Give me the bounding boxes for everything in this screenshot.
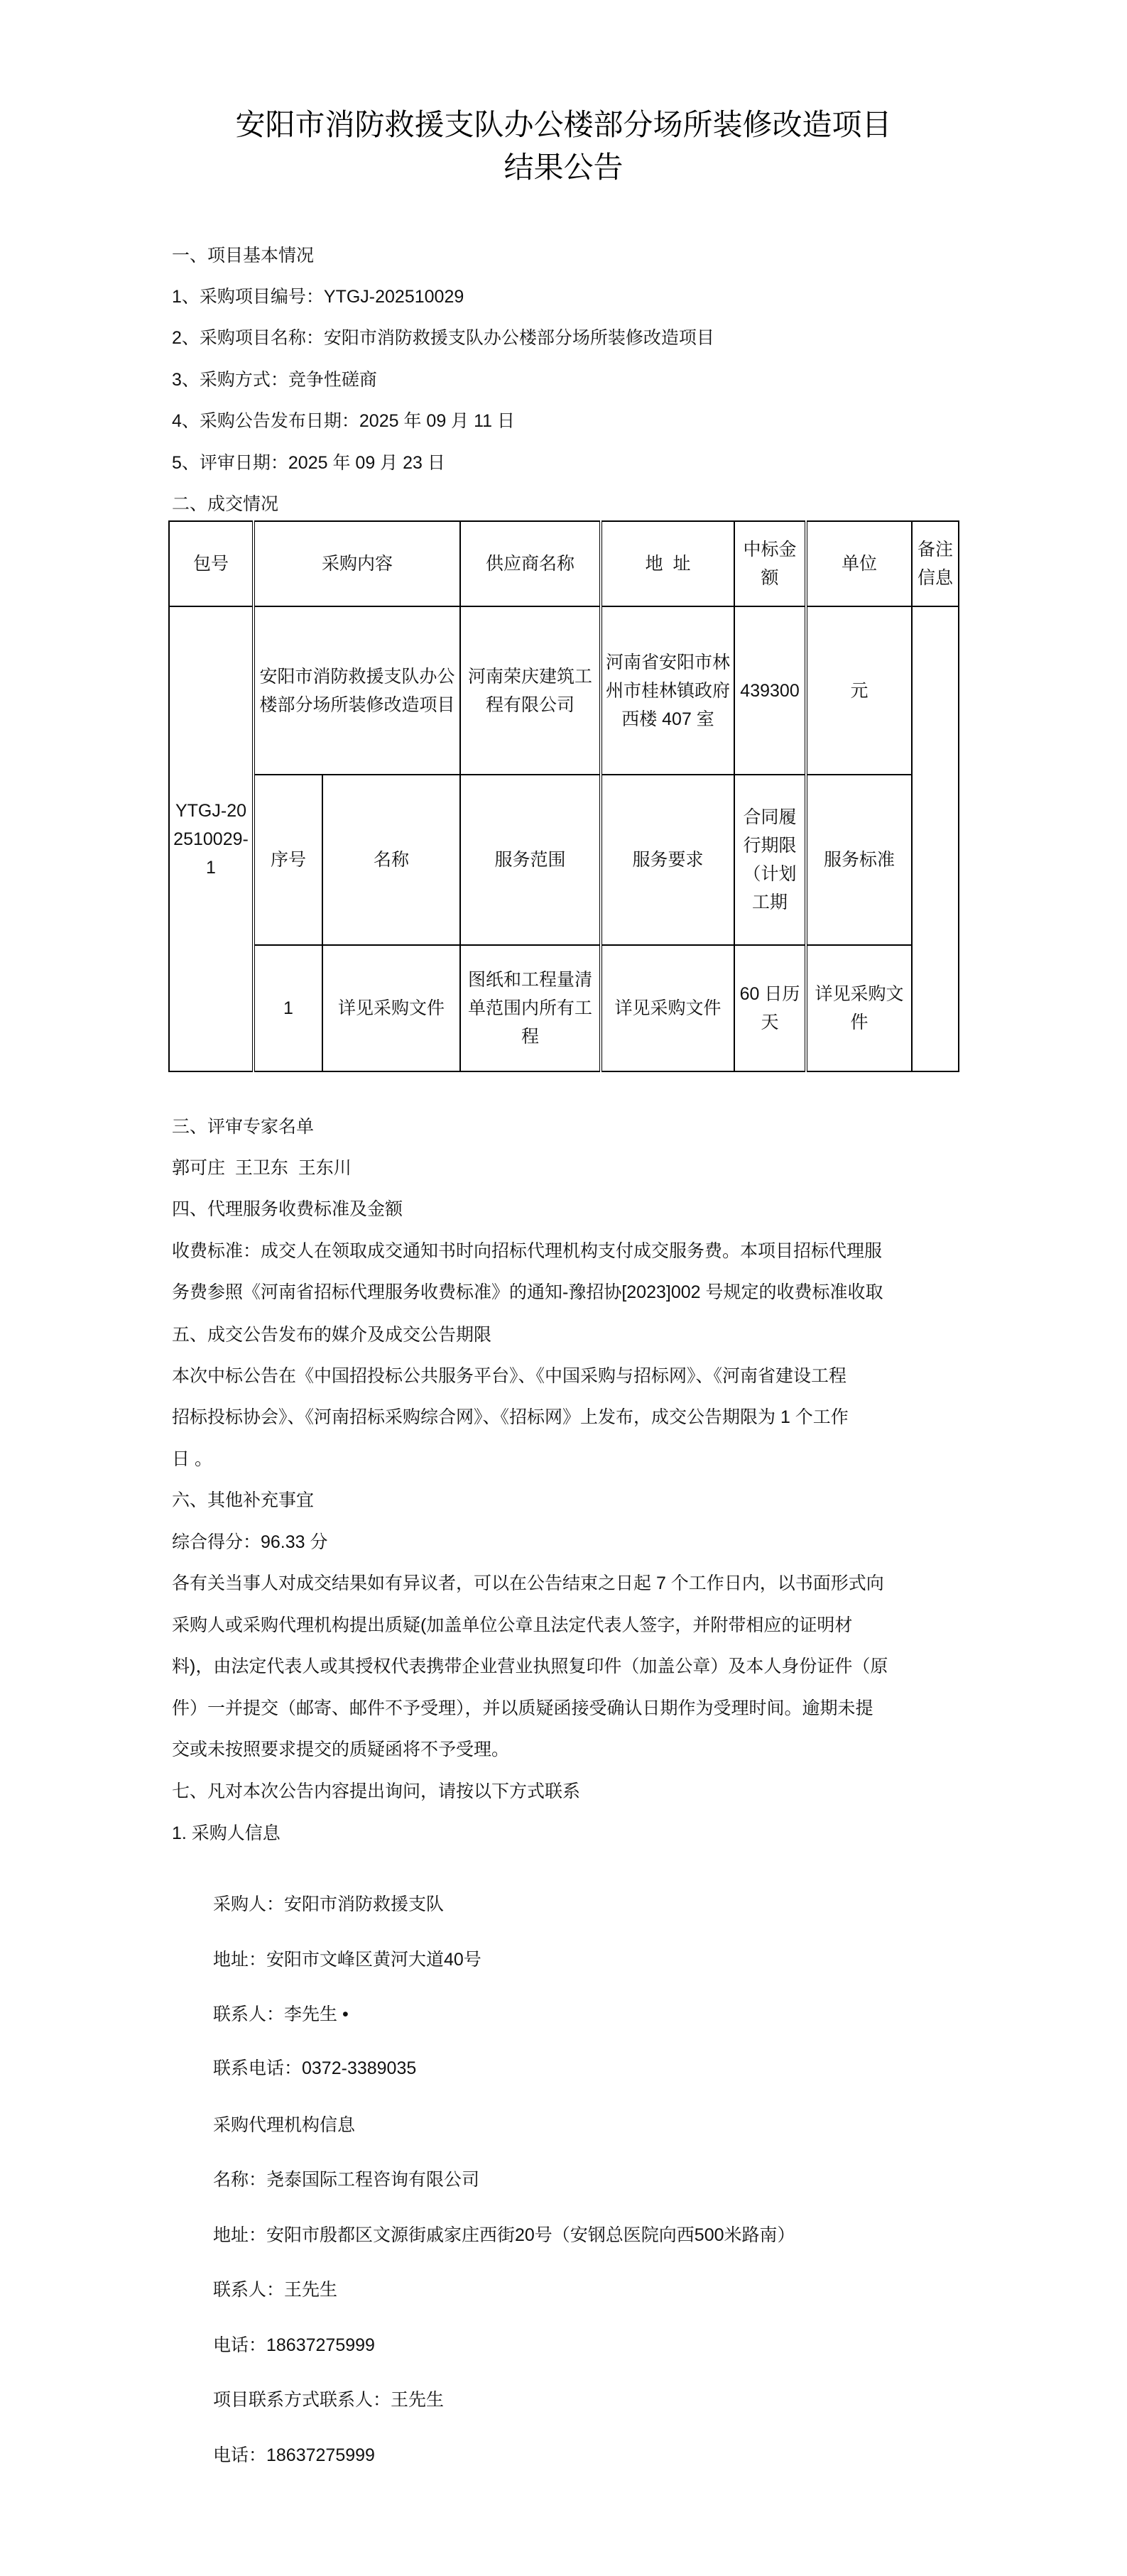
cell-period: 60 日历天 [734,945,806,1071]
cell-amount: 439300 [734,606,806,775]
media-line: 日 。 [172,1449,212,1469]
header-address: 地 址 [601,521,734,606]
agency-contact: 联系人：王先生 [213,2280,338,2300]
document-title-line2: 结果公告 [503,152,624,185]
purchaser-address: 地址：安阳市文峰区黄河大道40号 [213,1950,481,1970]
cell-requirement: 详见采购文件 [601,945,734,1071]
header-notes: 备注信息 [912,521,959,606]
table-row [169,606,959,775]
cell-unit: 元 [806,606,912,775]
subheader-requirement: 服务要求 [601,775,734,945]
cell-seq: 1 [254,945,322,1071]
section-heading: 二、成交情况 [172,494,279,514]
project-contact-person: 项目联系方式联系人：王先生 [213,2390,445,2410]
result-table [168,520,959,1072]
project-contact-phone: 电话：18637275999 [213,2445,375,2465]
table-subheader-row [169,775,959,945]
header-package: 包号 [169,521,254,606]
cell-standard: 详见采购文件 [806,945,912,1071]
subheader-standard: 服务标准 [806,775,912,945]
expert-list: 郭可庄 王卫东 王东川 [172,1158,352,1178]
header-unit: 单位 [806,521,912,606]
cell-scope: 图纸和工程量清单范围内所有工程 [460,945,601,1071]
objection-line: 料)，由法定代表人或其授权代表携带企业营业执照复印件（加盖公章）及本人身份证件（原 [172,1657,888,1676]
media-line: 本次中标公告在《中国招投标公共服务平台》、《中国采购与招标网》、《河南省建设工程 [172,1366,847,1386]
header-content: 采购内容 [254,521,460,606]
purchaser-heading: 1. 采购人信息 [172,1823,281,1843]
subheader-name: 名称 [322,775,460,945]
table-row [169,945,959,1071]
project-name: 2、采购项目名称：安阳市消防救援支队办公楼部分场所装修改造项目 [172,328,714,348]
objection-line: 各有关当事人对成交结果如有异议者，可以在公告结束之日起 7 个工作日内，以书面形式向 [172,1573,884,1593]
agency-name: 名称：尧泰国际工程咨询有限公司 [213,2170,480,2190]
cell-address: 河南省安阳市林州市桂林镇政府西楼 407 室 [601,606,734,775]
objection-line: 采购人或采购代理机构提出质疑(加盖单位公章且法定代表人签字，并附带相应的证明材 [172,1615,853,1635]
section-heading: 四、代理服务收费标准及金额 [172,1199,403,1219]
header-supplier: 供应商名称 [460,521,601,606]
section-heading: 六、其他补充事宜 [172,1490,315,1510]
announcement-date: 4、采购公告发布日期：2025 年 09 月 11 日 [172,411,516,431]
purchaser-name: 采购人：安阳市消防救援支队 [213,1894,445,1914]
subheader-seq: 序号 [254,775,322,945]
purchaser-phone: 联系电话：0372-3389035 [213,2058,417,2078]
cell-notes [912,606,959,1071]
agency-heading: 采购代理机构信息 [213,2115,356,2135]
table-header-row [169,521,959,606]
purchaser-contact: 联系人：李先生 • [213,2004,349,2024]
document-title-line1: 安阳市消防救援支队办公楼部分场所装修改造项目 [235,109,892,142]
review-date: 5、评审日期：2025 年 09 月 23 日 [172,453,445,473]
fee-standard-line: 务费参照《河南省招标代理服务收费标准》的通知-豫招协[2023]002 号规定的收费标准收取 [172,1282,883,1302]
cell-content: 安阳市消防救援支队办公楼部分场所装修改造项目 [254,606,460,775]
cell-supplier: 河南荣庆建筑工程有限公司 [460,606,601,775]
procurement-method: 3、采购方式：竞争性磋商 [172,370,377,390]
objection-line: 件）一并提交（邮寄、邮件不予受理），并以质疑函接受确认日期作为受理时间。逾期未提 [172,1698,873,1718]
fee-standard-line: 收费标准：成交人在领取成交通知书时向招标代理机构支付成交服务费。本项目招标代理服 [172,1241,883,1261]
header-amount: 中标金额 [734,521,806,606]
project-number: 1、采购项目编号：YTGJ-202510029 [172,287,464,307]
section-heading: 五、成交公告发布的媒介及成交公告期限 [172,1325,492,1345]
package-number: YTGJ-202510029-1 [169,606,254,1071]
subheader-period: 合同履行期限（计划工期 [734,775,806,945]
agency-phone: 电话：18637275999 [213,2335,375,2355]
objection-line: 交或未按照要求提交的质疑函将不予受理。 [172,1740,510,1759]
agency-address: 地址：安阳市殷都区文源街戚家庄西街20号（安钢总医院向西500米路南） [213,2225,795,2245]
media-line: 招标投标协会》、《河南招标采购综合网》、《招标网》上发布，成交公告期限为 1 个工作 [172,1407,849,1427]
subheader-scope: 服务范围 [460,775,601,945]
section-heading: 三、评审专家名单 [172,1117,315,1137]
section-heading: 七、凡对本次公告内容提出询问，请按以下方式联系 [172,1781,581,1801]
overall-score: 综合得分：96.33 分 [172,1532,328,1552]
cell-name: 详见采购文件 [322,945,460,1071]
section-heading: 一、项目基本情况 [172,246,315,266]
